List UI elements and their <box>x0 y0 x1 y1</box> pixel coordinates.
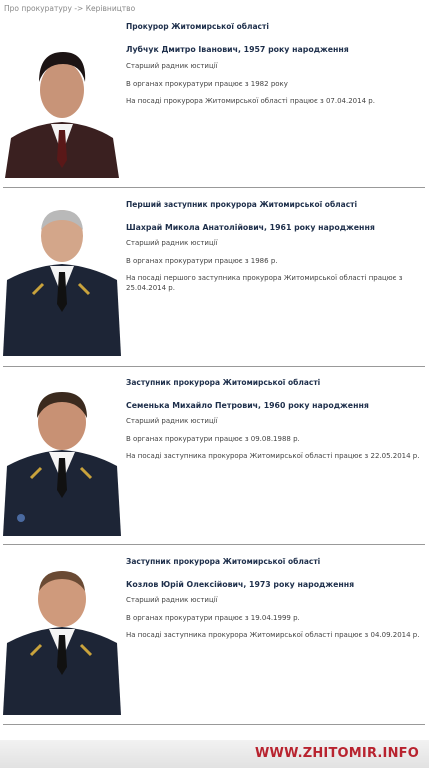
person-rank: Старший радник юстиції <box>126 62 218 70</box>
site-watermark: WWW.ZHITOMIR.INFO <box>255 746 419 761</box>
footer-bar <box>0 740 429 768</box>
person-current-post: На посаді прокурора Житомирської області працює з 07.04.2014 р. <box>126 97 375 105</box>
person-service-start: В органах прокуратури працює з 1986 р. <box>126 256 278 265</box>
person-info <box>126 378 426 462</box>
person-service-start: В органах прокуратури працює з 19.04.1999 р. <box>126 613 300 622</box>
person-position: Заступник прокурора Житомирської області <box>126 557 321 566</box>
person-info <box>126 557 426 641</box>
person-rank: Старший радник юстиції <box>126 417 218 425</box>
person-position: Заступник прокурора Житомирської області <box>126 378 321 387</box>
separator <box>3 544 425 545</box>
person-name: Лубчук Дмитро Іванович, 1957 року народження <box>126 44 349 54</box>
person-position: Прокурор Житомирської області <box>126 22 269 31</box>
breadcrumb[interactable]: Про прокуратуру -> Керівництво <box>4 4 136 13</box>
person-name: Козлов Юрій Олексійович, 1973 року народження <box>126 579 355 589</box>
person-current-post: На посаді заступника прокурора Житомирської області працює з 22.05.2014 р. <box>126 452 420 460</box>
person-photo <box>3 378 121 536</box>
person-info <box>126 200 426 293</box>
person-service-start: В органах прокуратури працює з 1982 року <box>126 79 288 88</box>
person-name: Шахрай Микола Анатолійович, 1961 року народження <box>126 222 375 232</box>
person-info <box>126 22 426 107</box>
separator <box>3 724 425 725</box>
person-position: Перший заступник прокурора Житомирської області <box>126 200 358 209</box>
person-current-post: На посаді першого заступника прокурора Житомирської області працює з 25.04.2014 р. <box>126 274 403 292</box>
person-photo <box>3 38 121 178</box>
person-current-post: На посаді заступника прокурора Житомирської області працює з 04.09.2014 р. <box>126 631 420 639</box>
person-photo <box>3 557 121 715</box>
person-rank: Старший радник юстиції <box>126 596 218 604</box>
separator <box>3 366 425 367</box>
person-service-start: В органах прокуратури працює з 09.08.1988 р. <box>126 434 300 443</box>
person-photo <box>3 200 121 356</box>
person-rank: Старший радник юстиції <box>126 239 218 247</box>
person-name: Семенька Михайло Петрович, 1960 року народження <box>126 400 369 410</box>
separator <box>3 187 425 188</box>
